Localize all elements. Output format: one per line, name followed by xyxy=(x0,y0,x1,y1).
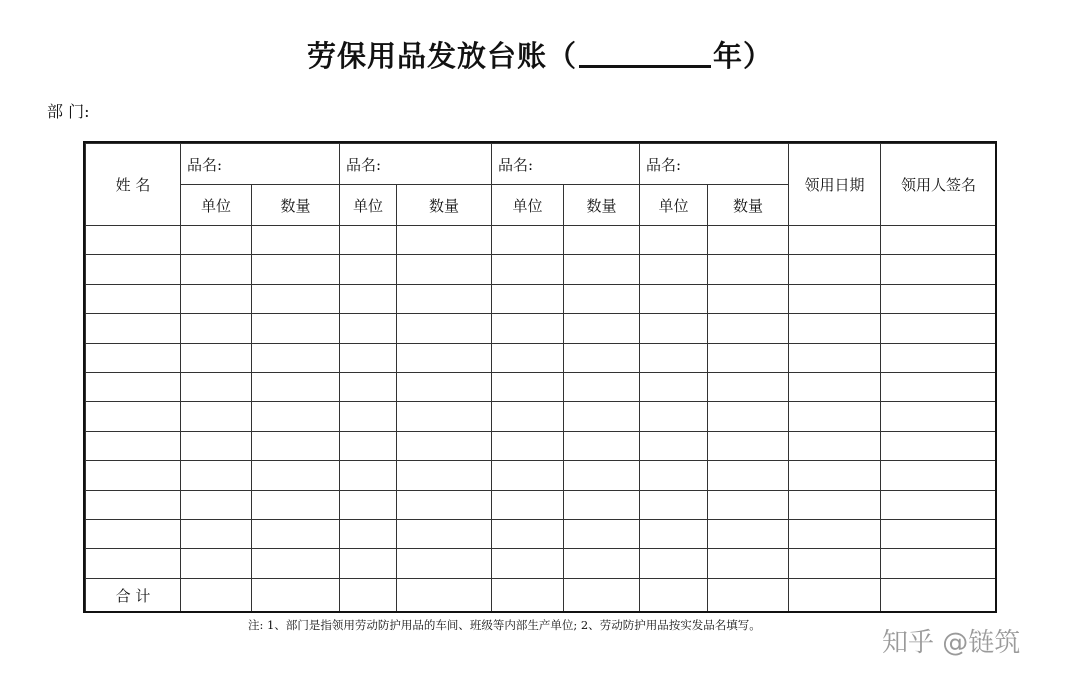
entry-cell[interactable] xyxy=(564,372,640,401)
table-row xyxy=(86,519,997,548)
entry-cell[interactable] xyxy=(397,402,492,431)
entry-cell[interactable] xyxy=(340,226,397,255)
entry-cell[interactable] xyxy=(708,255,789,284)
entry-cell[interactable] xyxy=(564,461,640,490)
entry-cell[interactable] xyxy=(397,226,492,255)
entry-cell[interactable] xyxy=(640,519,708,548)
entry-cell[interactable] xyxy=(252,226,340,255)
entry-cell[interactable] xyxy=(640,549,708,578)
entry-cell[interactable] xyxy=(86,314,181,343)
entry-cell[interactable] xyxy=(789,284,881,313)
entry-cell[interactable] xyxy=(708,343,789,372)
ledger-table xyxy=(85,143,997,613)
entry-cell[interactable] xyxy=(86,402,181,431)
entry-cell[interactable] xyxy=(564,343,640,372)
entry-cell[interactable] xyxy=(492,343,564,372)
footnote: 注: 1、部门是指领用劳动防护用品的车间、班级等内部生产单位; 2、劳动防护用品按实发品名填写。 xyxy=(248,618,761,632)
entry-cell[interactable] xyxy=(564,431,640,460)
entry-cell[interactable] xyxy=(252,372,340,401)
entry-cell[interactable] xyxy=(181,519,252,548)
signature-header: 领用人签名 xyxy=(881,144,997,226)
entry-cell[interactable] xyxy=(181,490,252,519)
entry-cell[interactable] xyxy=(340,431,397,460)
entry-cell[interactable] xyxy=(340,284,397,313)
unit-header: 单位 xyxy=(181,185,252,226)
entry-cell[interactable] xyxy=(86,519,181,548)
name-header: 姓 名 xyxy=(86,144,181,226)
table-row xyxy=(86,431,997,460)
entry-cell[interactable] xyxy=(881,255,997,284)
unit-header: 单位 xyxy=(640,185,708,226)
entry-cell[interactable] xyxy=(340,314,397,343)
entry-cell[interactable] xyxy=(640,255,708,284)
table-row xyxy=(86,402,997,431)
entry-cell[interactable] xyxy=(86,490,181,519)
entry-cell[interactable] xyxy=(564,284,640,313)
entry-cell[interactable] xyxy=(708,490,789,519)
title-year-suffix: 年） xyxy=(713,39,774,73)
entry-cell[interactable] xyxy=(397,343,492,372)
entry-cell[interactable] xyxy=(640,490,708,519)
entry-cell[interactable] xyxy=(252,255,340,284)
entry-cell[interactable] xyxy=(708,402,789,431)
entry-cell[interactable] xyxy=(640,372,708,401)
entry-cell[interactable] xyxy=(492,431,564,460)
entry-cell[interactable] xyxy=(252,549,340,578)
entry-cell[interactable] xyxy=(640,314,708,343)
entry-cell[interactable] xyxy=(789,314,881,343)
quantity-header: 数量 xyxy=(564,185,640,226)
table-row xyxy=(86,461,997,490)
entry-cell[interactable] xyxy=(340,519,397,548)
date-header: 领用日期 xyxy=(789,144,881,226)
entry-cell[interactable] xyxy=(789,549,881,578)
entry-cell[interactable] xyxy=(181,343,252,372)
total-cell[interactable] xyxy=(492,578,564,612)
department-label: 部 门: xyxy=(47,102,90,121)
entry-cell[interactable] xyxy=(340,461,397,490)
total-cell[interactable] xyxy=(181,578,252,612)
entry-cell[interactable] xyxy=(252,461,340,490)
table-row xyxy=(86,490,997,519)
table-row xyxy=(86,343,997,372)
entry-cell[interactable] xyxy=(708,549,789,578)
entry-cell[interactable] xyxy=(789,402,881,431)
entry-cell[interactable] xyxy=(881,372,997,401)
entry-cell[interactable] xyxy=(397,490,492,519)
total-cell[interactable] xyxy=(397,578,492,612)
entry-cell[interactable] xyxy=(181,402,252,431)
entry-cell[interactable] xyxy=(881,284,997,313)
entry-cell[interactable] xyxy=(181,431,252,460)
unit-header: 单位 xyxy=(492,185,564,226)
entry-cell[interactable] xyxy=(640,284,708,313)
unit-header: 单位 xyxy=(340,185,397,226)
product-name-header-4: 品名: xyxy=(640,144,789,185)
total-row xyxy=(86,578,997,612)
entry-cell[interactable] xyxy=(492,255,564,284)
entry-cell[interactable] xyxy=(789,372,881,401)
entry-cell[interactable] xyxy=(397,314,492,343)
entry-cell[interactable] xyxy=(86,372,181,401)
entry-cell[interactable] xyxy=(564,402,640,431)
ledger-body xyxy=(86,226,997,579)
entry-cell[interactable] xyxy=(397,284,492,313)
entry-cell[interactable] xyxy=(881,549,997,578)
table-row xyxy=(86,284,997,313)
entry-cell[interactable] xyxy=(492,314,564,343)
entry-cell[interactable] xyxy=(181,461,252,490)
table-row xyxy=(86,255,997,284)
entry-cell[interactable] xyxy=(86,549,181,578)
entry-cell[interactable] xyxy=(640,226,708,255)
entry-cell[interactable] xyxy=(789,461,881,490)
year-blank-line[interactable] xyxy=(579,39,711,68)
entry-cell[interactable] xyxy=(492,372,564,401)
entry-cell[interactable] xyxy=(640,431,708,460)
entry-cell[interactable] xyxy=(881,461,997,490)
entry-cell[interactable] xyxy=(492,519,564,548)
entry-cell[interactable] xyxy=(252,431,340,460)
total-cell[interactable] xyxy=(340,578,397,612)
entry-cell[interactable] xyxy=(252,402,340,431)
table-row xyxy=(86,549,997,578)
entry-cell[interactable] xyxy=(640,343,708,372)
entry-cell[interactable] xyxy=(564,490,640,519)
total-label: 合 计 xyxy=(86,578,181,612)
entry-cell[interactable] xyxy=(492,461,564,490)
entry-cell[interactable] xyxy=(340,372,397,401)
entry-cell[interactable] xyxy=(181,284,252,313)
entry-cell[interactable] xyxy=(492,284,564,313)
watermark: 知乎 @链筑 xyxy=(882,628,1021,658)
entry-cell[interactable] xyxy=(789,343,881,372)
entry-cell[interactable] xyxy=(881,490,997,519)
entry-cell[interactable] xyxy=(181,314,252,343)
quantity-header: 数量 xyxy=(708,185,789,226)
entry-cell[interactable] xyxy=(252,519,340,548)
entry-cell[interactable] xyxy=(492,226,564,255)
entry-cell[interactable] xyxy=(881,343,997,372)
entry-cell[interactable] xyxy=(881,402,997,431)
ledger-table-frame xyxy=(83,141,997,613)
entry-cell[interactable] xyxy=(181,549,252,578)
entry-cell[interactable] xyxy=(252,343,340,372)
entry-cell[interactable] xyxy=(340,343,397,372)
entry-cell[interactable] xyxy=(708,431,789,460)
entry-cell[interactable] xyxy=(86,461,181,490)
entry-cell[interactable] xyxy=(340,402,397,431)
ledger-title xyxy=(0,34,1080,75)
entry-cell[interactable] xyxy=(252,314,340,343)
entry-cell[interactable] xyxy=(708,519,789,548)
entry-cell[interactable] xyxy=(708,461,789,490)
entry-cell[interactable] xyxy=(340,549,397,578)
product-name-header-1: 品名: xyxy=(181,144,340,185)
entry-cell[interactable] xyxy=(789,490,881,519)
entry-cell[interactable] xyxy=(397,519,492,548)
entry-cell[interactable] xyxy=(564,549,640,578)
entry-cell[interactable] xyxy=(492,402,564,431)
entry-cell[interactable] xyxy=(86,255,181,284)
entry-cell[interactable] xyxy=(708,314,789,343)
quantity-header: 数量 xyxy=(397,185,492,226)
entry-cell[interactable] xyxy=(789,255,881,284)
entry-cell[interactable] xyxy=(397,255,492,284)
total-cell[interactable] xyxy=(881,578,997,612)
entry-cell[interactable] xyxy=(340,490,397,519)
total-cell[interactable] xyxy=(640,578,708,612)
entry-cell[interactable] xyxy=(881,226,997,255)
entry-cell[interactable] xyxy=(640,461,708,490)
entry-cell[interactable] xyxy=(881,314,997,343)
entry-cell[interactable] xyxy=(881,519,997,548)
entry-cell[interactable] xyxy=(397,431,492,460)
entry-cell[interactable] xyxy=(492,549,564,578)
entry-cell[interactable] xyxy=(564,226,640,255)
title-text: 劳保用品发放台账（ xyxy=(306,39,577,73)
entry-cell[interactable] xyxy=(564,255,640,284)
total-cell[interactable] xyxy=(789,578,881,612)
entry-cell[interactable] xyxy=(252,490,340,519)
entry-cell[interactable] xyxy=(789,519,881,548)
entry-cell[interactable] xyxy=(397,372,492,401)
entry-cell[interactable] xyxy=(881,431,997,460)
total-cell[interactable] xyxy=(252,578,340,612)
entry-cell[interactable] xyxy=(640,402,708,431)
entry-cell[interactable] xyxy=(181,226,252,255)
entry-cell[interactable] xyxy=(708,372,789,401)
entry-cell[interactable] xyxy=(86,226,181,255)
entry-cell[interactable] xyxy=(340,255,397,284)
entry-cell[interactable] xyxy=(252,284,340,313)
entry-cell[interactable] xyxy=(708,284,789,313)
entry-cell[interactable] xyxy=(181,372,252,401)
entry-cell[interactable] xyxy=(492,490,564,519)
entry-cell[interactable] xyxy=(789,431,881,460)
product-name-header-2: 品名: xyxy=(340,144,492,185)
entry-cell[interactable] xyxy=(708,226,789,255)
entry-cell[interactable] xyxy=(397,461,492,490)
header-row-products xyxy=(86,144,997,185)
table-row xyxy=(86,372,997,401)
quantity-header: 数量 xyxy=(252,185,340,226)
total-cell[interactable] xyxy=(564,578,640,612)
table-row xyxy=(86,314,997,343)
entry-cell[interactable] xyxy=(86,284,181,313)
entry-cell[interactable] xyxy=(564,314,640,343)
entry-cell[interactable] xyxy=(789,226,881,255)
entry-cell[interactable] xyxy=(86,431,181,460)
entry-cell[interactable] xyxy=(86,343,181,372)
product-name-header-3: 品名: xyxy=(492,144,640,185)
entry-cell[interactable] xyxy=(181,255,252,284)
total-cell[interactable] xyxy=(708,578,789,612)
entry-cell[interactable] xyxy=(397,549,492,578)
entry-cell[interactable] xyxy=(564,519,640,548)
table-row xyxy=(86,226,997,255)
